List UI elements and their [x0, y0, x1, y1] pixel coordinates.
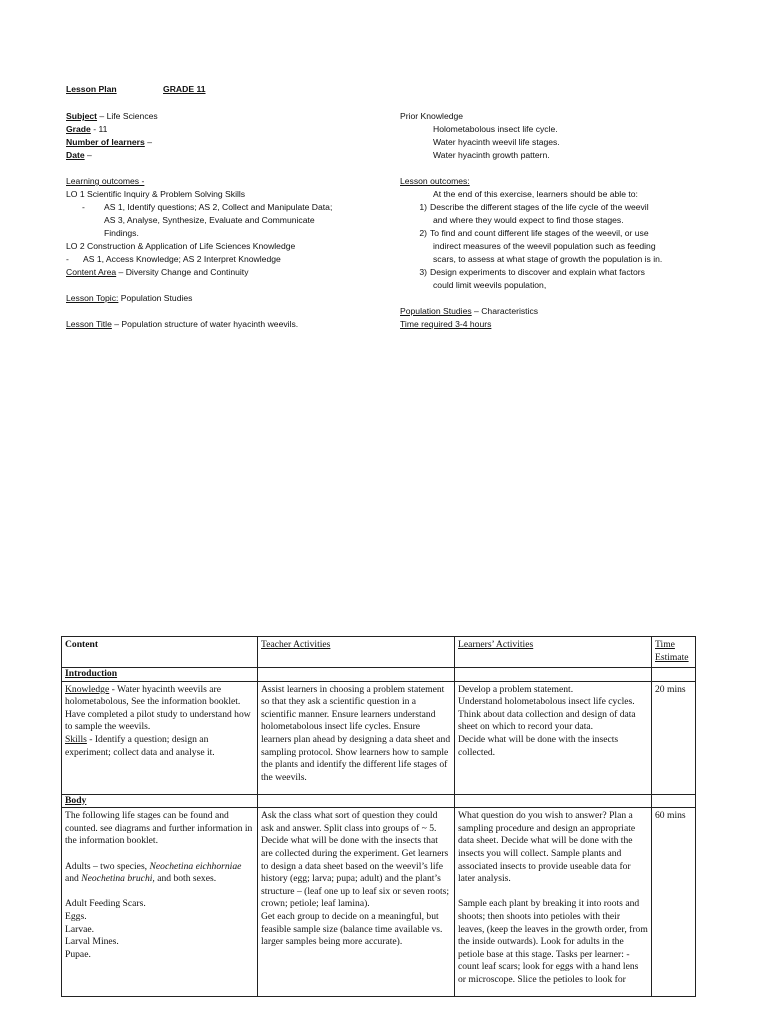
learning-outcomes-heading: Learning outcomes - — [66, 176, 145, 186]
section-label-introduction: Introduction — [62, 668, 258, 682]
grade-line: Grade - 11 — [66, 124, 108, 134]
outcome-3-line-2: could limit weevils population, — [433, 280, 547, 290]
header-line — [66, 83, 206, 96]
section-label-body: Body — [62, 794, 258, 808]
lo2: LO 2 Construction & Application of Life Sciences Knowledge — [66, 241, 296, 251]
lo1-as-line-1: - AS 1, Identify questions; AS 2, Collect and Manipulate Data; — [82, 202, 333, 212]
prior-item: Water hyacinth weevil life stages. — [433, 137, 560, 147]
table-header-row — [62, 637, 696, 668]
outcome-3-line-1: 3) Design experiments to discover and explain what factors — [419, 267, 645, 277]
body-teacher-cell: Ask the class what sort of question they could ask and answer. Split class into groups of ~ 5. Decide what will be done with the insects that are collected during the experiment. Get learners to design a data sheet based on the weevil’s life history (egg; larva; pupa; adult) and the plant’s structure – (leaf one up to leaf six or seven roots; crown; petiole; leaf lamina). Get each group to decide on a meaningful, but feasible sample size (balance time available vs. larger samples being more accurate). — [258, 808, 455, 997]
header-content: Content — [62, 637, 258, 668]
section-row-introduction — [62, 668, 696, 682]
intro-time-cell: 20 mins — [652, 681, 696, 794]
header-teacher: Teacher Activities — [258, 637, 455, 668]
intro-learner-cell: Develop a problem statement. Understand holometabolous insect life cycles. Think about data collection and design of data sheet on which to record your data. Decide what will be done with the insects collected. — [455, 681, 652, 794]
date-line: Date – — [66, 150, 92, 160]
subject-line: Subject – Life Sciences — [66, 111, 158, 121]
intro-content-cell: Knowledge - Water hyacinth weevils are holometabolous, See the information booklet. Have completed a pilot study to understand how to sample the weevils. Skills - Identify a question; design an experiment; collect data and analyse it. — [62, 681, 258, 794]
lo2-as: - AS 1, Access Knowledge; AS 2 Interpret Knowledge — [66, 254, 281, 264]
table-row-introduction — [62, 681, 696, 794]
lo1-as-line-2: AS 3, Analyse, Synthesize, Evaluate and Communicate — [104, 215, 315, 225]
lo1-as-line-3: Findings. — [104, 228, 139, 238]
outcome-2-line-3: scars, to assess at what stage of growth the population is in. — [433, 254, 663, 264]
left-column — [66, 110, 332, 331]
lesson-topic-line: Lesson Topic: Population Studies — [66, 293, 193, 303]
lesson-outcomes-heading: Lesson outcomes: — [400, 176, 470, 186]
time-required: Time required 3-4 hours — [400, 319, 492, 329]
content-area-line: Content Area – Diversity Change and Continuity — [66, 267, 249, 277]
prior-item: Water hyacinth growth pattern. — [433, 150, 550, 160]
learners-line: Number of learners – — [66, 137, 152, 147]
lesson-plan-label: Lesson Plan — [66, 84, 117, 94]
intro-teacher-cell: Assist learners in choosing a problem statement so that they ask a scientific question in a scientific manner. Ensure learners understand holometabolous insect life cycles. Ensure learners plan ahead by designing a data sheet and sampling protocol. Show learners how to sample the plants and identify the different life stages of the weevils. — [258, 681, 455, 794]
lo1: LO 1 Scientific Inquiry & Problem Solving Skills — [66, 189, 246, 199]
table-row-body — [62, 808, 696, 997]
prior-knowledge-heading: Prior Knowledge — [400, 111, 464, 121]
body-learner-cell: What question do you wish to answer? Plan a sampling procedure and design an appropriate data sheet. Decide what will be done with the insects you will collect. Sample plants and associated insects to provide useable data for later analysis. Sample each plant by breaking it into roots and shoots; then shoots into petioles with their leaves, (keep the leaves in the growth order, from the inside outwards). Look for adults in the petiole base at this stage. Tasks per learner: - count leaf scars; look for eggs with a hand lens or microscope. Slice the petioles to look for — [455, 808, 652, 997]
outcome-1-line-1: 1) Describe the different stages of the life cycle of the weevil — [419, 202, 649, 212]
population-studies-line: Population Studies – Characteristics — [400, 306, 539, 316]
body-time-cell: 60 mins — [652, 808, 696, 997]
section-row-body — [62, 794, 696, 808]
outcome-1-line-2: and where they would expect to find those stages. — [433, 215, 624, 225]
header-learners: Learners’ Activities — [455, 637, 652, 668]
header-time: Time Estimate — [652, 637, 696, 668]
prior-item: Holometabolous insect life cycle. — [433, 124, 558, 134]
outcome-2-line-2: indirect measures of the weevil population such as feeding — [433, 241, 656, 251]
outcomes-intro: At the end of this exercise, learners should be able to: — [433, 189, 638, 199]
body-content-cell: The following life stages can be found and counted. see diagrams and further information in the information booklet. Adults – two species, Neochetina eichhorniae and Neochetina bruchi, and both sexes. Adult Feeding Scars. Eggs. Larvae. Larval Mines. Pupae. — [62, 808, 258, 997]
right-column — [400, 110, 662, 331]
outcome-2-line-1: 2) To find and count different life stages of the weevil, or use — [419, 228, 649, 238]
lesson-table — [61, 636, 696, 997]
grade-heading: GRADE 11 — [163, 84, 206, 94]
lesson-title-line: Lesson Title – Population structure of water hyacinth weevils. — [66, 319, 299, 329]
